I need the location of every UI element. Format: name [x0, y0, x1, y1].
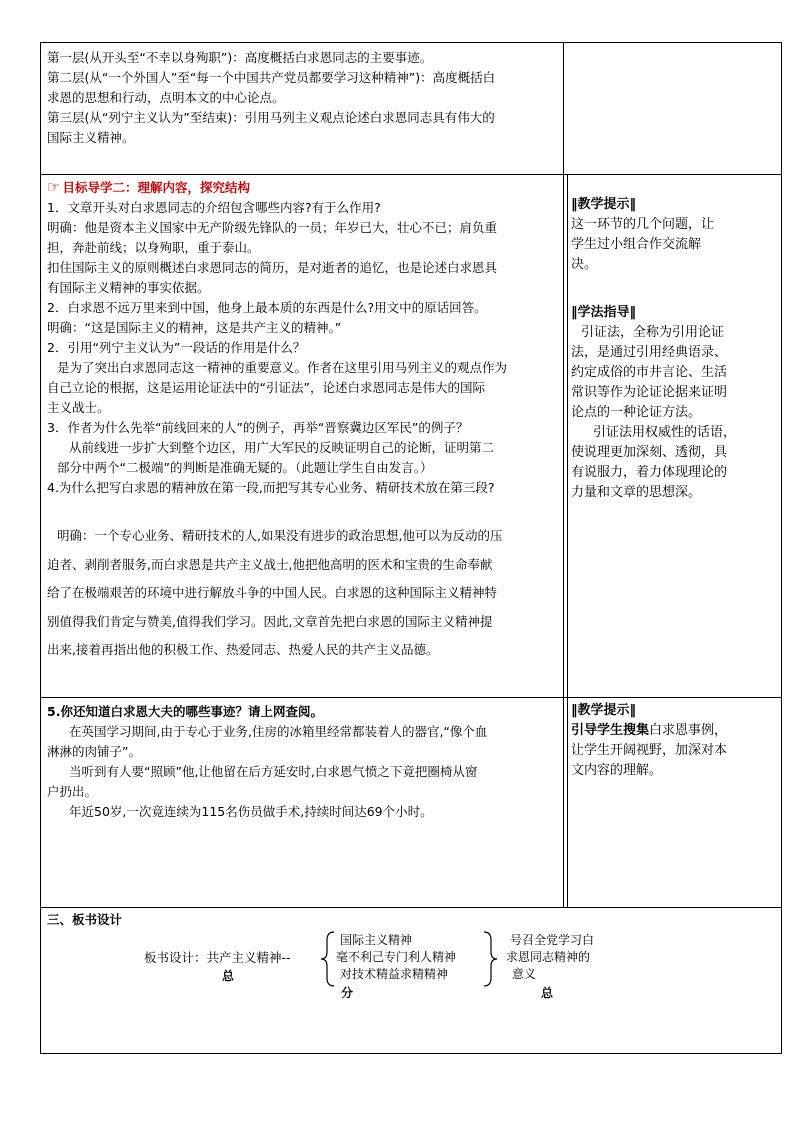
answer-line: 从前线进一步扩大到整个边区，用广大军民的反映证明自己的论断，证明第二 — [69, 440, 495, 455]
text-line: 第三层(从“列宁主义认为”至结束)：引用马列主义观点论述白求恩同志具有伟大的 — [47, 110, 495, 125]
method-line: 常识等作为论证论据来证明 — [571, 385, 728, 400]
question: 2．白求恩不远万里来到中国，他身上最本质的东西是什么?用文中的原话回答。 — [47, 300, 487, 315]
answer-line: 出来,接着再指出他的积极工作、热爱同志、热爱人民的共产主义品德。 — [47, 642, 439, 657]
tip-line: 文内容的理解。 — [571, 763, 663, 778]
answer-paragraph — [47, 522, 559, 665]
section-title: ☞ 目标导学二：理解内容，探究结构 — [47, 178, 250, 196]
tip-line: 让学生开阔视野，加深对本 — [571, 743, 728, 758]
question: 5.你还知道白求恩大夫的哪些事迹？请上网查阅。 — [47, 704, 323, 719]
answer-line: 明确：他是资本主义国家中无产阶级先锋队的一员；年岁已大，壮心不已；肩负重 — [47, 220, 498, 235]
method-line: 法，是通过引用经典语录、 — [571, 345, 728, 360]
tip-title: ‖教学提示‖ — [571, 197, 637, 212]
board-label: 板书设计：共产主义精神-- — [144, 950, 291, 965]
answer-line: 明确：一个专心业务、精研技术的人,如果没有进步的政治思想,他可以为反动的压 — [57, 528, 503, 543]
answer-line: 明确：“这是国际主义的精神，这是共产主义的精神。” — [47, 320, 342, 335]
left-brace-icon — [318, 930, 338, 988]
board-item: 对技术精益求精精神 — [340, 967, 449, 981]
teaching-tip — [571, 195, 776, 275]
story-line: 淋淋的肉铺子”。 — [47, 744, 141, 759]
row-divider — [40, 174, 782, 175]
tip-title: ‖教学提示‖ — [571, 703, 637, 718]
text-line: 求恩的思想和行动，点明本文的中心论点。 — [47, 90, 285, 105]
text-line: 第一层(从开头至“不幸以身殉职”)：高度概括白求恩同志的主要事迹。 — [47, 50, 433, 65]
method-title: ‖学法指导‖ — [571, 305, 637, 320]
pointing-hand-icon: ☞ — [47, 178, 61, 196]
method-line: 力量和文章的思想深。 — [571, 485, 702, 500]
method-line: 使说理更加深刻、透彻，具 — [571, 445, 728, 460]
answer-line: 有国际主义精神的事实依据。 — [47, 280, 210, 295]
column-divider — [563, 42, 564, 907]
method-line: 引证法，全称为引用论证 — [581, 325, 725, 340]
text-line: 国际主义精神。 — [47, 130, 135, 145]
question: 2．引用“列宁主义认为”一段话的作用是什么？ — [47, 340, 306, 355]
answer-line: 主义战士。 — [47, 400, 110, 415]
right-brace-icon — [480, 930, 500, 988]
extension-question — [47, 702, 559, 822]
goal-section-2 — [47, 177, 559, 498]
story-line: 在英国学习期间,由于专心于业务,住房的冰箱里经常都装着人的器官,“像个血 — [69, 724, 488, 739]
board-zong-left: 总 — [222, 969, 235, 983]
answer-line: 扣住国际主义的原则概述白求恩同志的简历，是对逝者的追忆，也是论述白求恩具 — [47, 260, 498, 275]
method-line: 有说服力，着力体现理论的 — [571, 465, 728, 480]
answer-line: 自己立论的根据，这是运用论证法中的“引证法”，论述白求恩同志是伟大的国际 — [47, 380, 485, 395]
answer-line: 是为了突出白求恩同志这一精神的重要意义。作者在这里引用马列主义的观点作为 — [57, 360, 508, 375]
method-line: 引证法用权威性的话语， — [593, 425, 737, 440]
answer-line: 别值得我们肯定与赞美,值得我们学习。因此,文章首先把白求恩的国际主义精神提 — [47, 613, 493, 629]
method-guide — [571, 303, 776, 503]
question: 3．作者为什么先举“前线回来的人”的例子，再举“晋察冀边区军民”的例子？ — [47, 420, 469, 435]
story-line: 当听到有人要“照顾”他,让他留在后方延安时,白求恩气愤之下竟把圈椅从窗 — [69, 764, 478, 779]
story-line: 年近50岁,一次竟连续为115名伤员做手术,持续时间达69个小时。 — [69, 804, 433, 819]
board-item: 毫不利己专门利人精神 — [336, 950, 457, 964]
row-divider — [40, 907, 782, 908]
text-line: 第二层(从“一个外国人”至“每一个中国共产党员都要学习这种精神”)：高度概括白 — [47, 70, 496, 85]
board-item: 国际主义精神 — [340, 933, 413, 947]
question: 1．文章开头对白求恩同志的介绍包含哪些内容?有于么作用? — [47, 200, 381, 215]
tip-line: 这一环节的几个问题，让 — [571, 217, 715, 232]
tip-line: 学生过小组合作交流解 — [571, 237, 702, 252]
column-divider — [567, 174, 568, 907]
structure-summary — [47, 48, 559, 148]
board-zong-right: 总 — [541, 986, 554, 1000]
method-line: 论点的一种论证方法。 — [571, 405, 702, 420]
board-conclusion: 求恩同志精神的 — [506, 950, 591, 964]
board-heading: 三、板书设计 — [47, 912, 123, 927]
method-line: 约定成俗的市井言论、生活 — [571, 365, 728, 380]
answer-line: 担，奔赴前线；以身殉职，重于泰山。 — [47, 240, 260, 255]
tip-line: 引导学生搜集白求恩事例， — [571, 723, 728, 738]
story-line: 户扔出。 — [47, 784, 98, 799]
board-fen: 分 — [341, 986, 354, 1000]
answer-line: 给了在极端艰苦的环境中进行解放斗争的中国人民。白求恩的这种国际主义精神特 — [47, 585, 498, 600]
question: 4.为什么把写白求恩的精神放在第一段,而把写其专心业务、精研技术放在第三段? — [47, 480, 495, 495]
answer-line: 部分中两个“二极端”的判断是准确无疑的。（此题让学生自由发言。） — [57, 460, 433, 475]
board-conclusion: 意义 — [512, 967, 537, 981]
teaching-tip-2 — [571, 701, 779, 781]
board-conclusion: 号召全党学习白 — [510, 933, 595, 947]
tip-line: 决。 — [571, 257, 598, 272]
answer-line: 迫者、剥削者服务,而白求恩是共产主义战士,他把他高明的医术和宝贵的生命奉献 — [47, 556, 493, 572]
row-divider — [40, 697, 782, 698]
